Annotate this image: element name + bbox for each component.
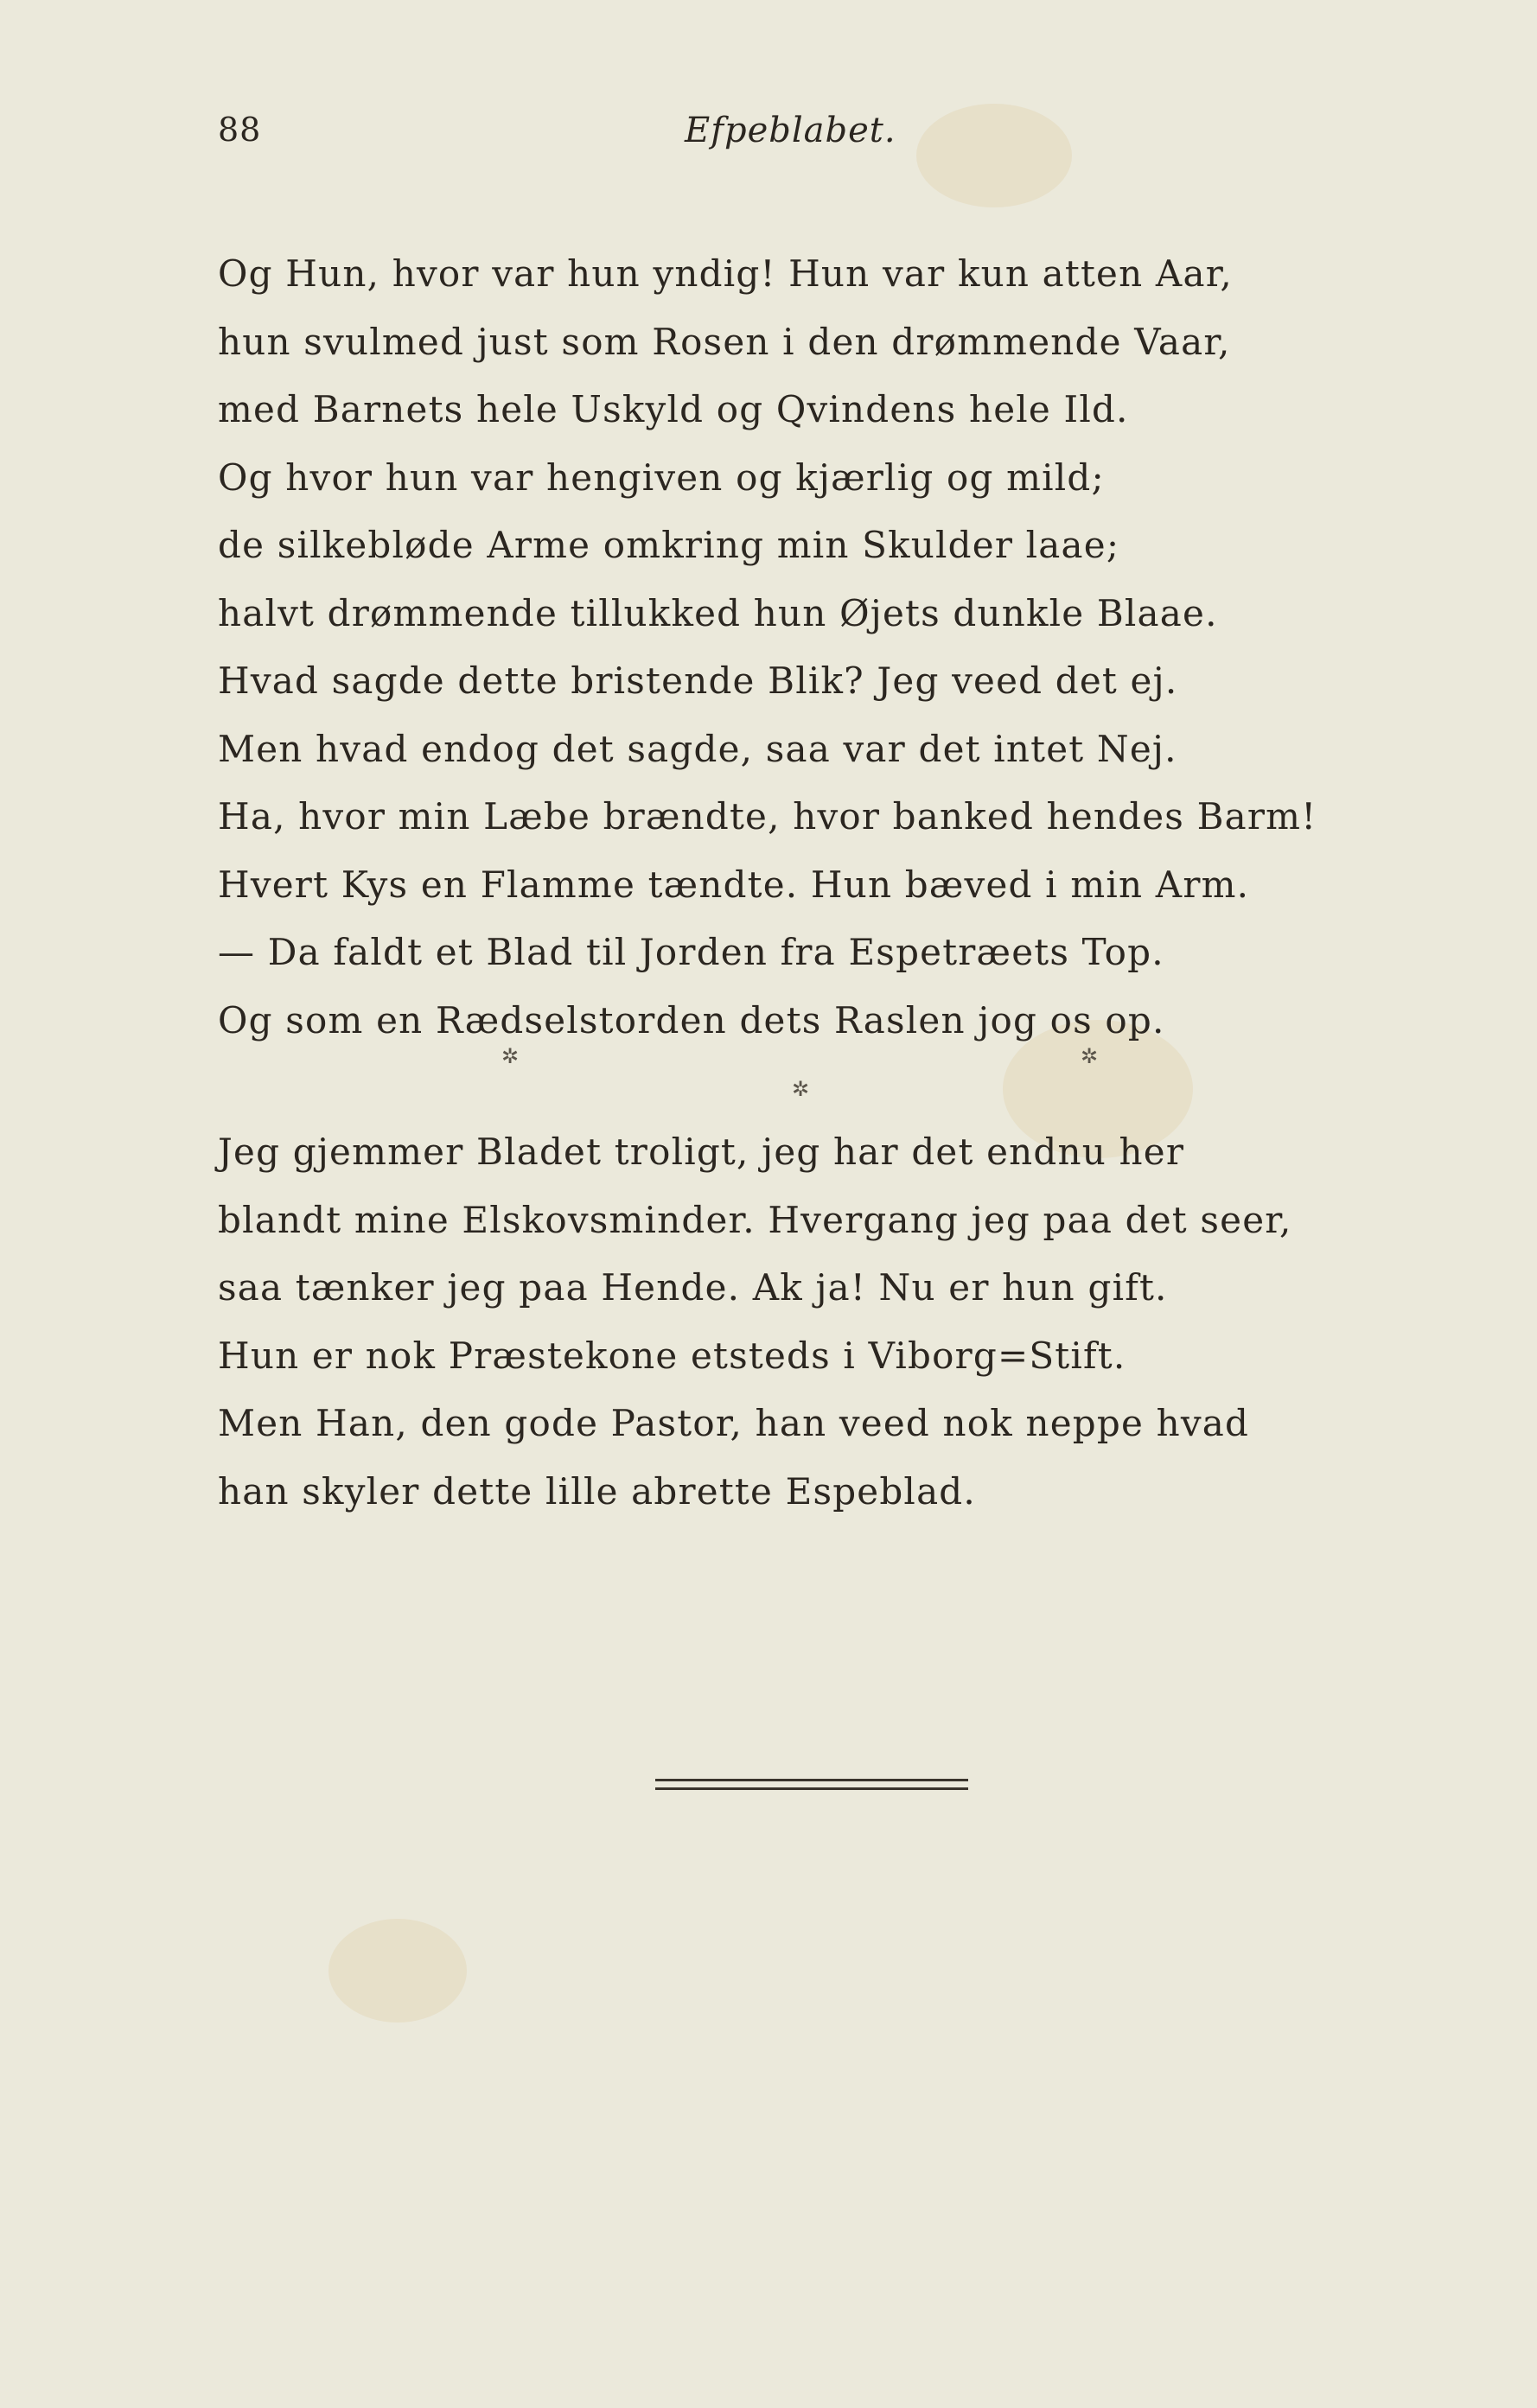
stanza [218, 240, 1411, 1054]
verse-line: Hvad sagde dette bristende Blik? Jeg veed det ej. [218, 659, 1178, 702]
verse-line: Hvert Kys en Flamme tændte. Hun bæved i min Arm. [218, 863, 1250, 906]
rule-line [655, 1779, 968, 1781]
verse-line: de silkebløde Arme omkring min Skulder laae; [218, 524, 1120, 566]
asterisk-ornament: ✲ [501, 1044, 520, 1068]
verse-line: — Da faldt et Blad til Jorden fra Espetræets Top. [218, 931, 1164, 973]
verse-line: Men hvad endog det sagde, saa var det intet Nej. [218, 727, 1177, 770]
asterisk-ornament: ✲ [1081, 1044, 1099, 1068]
verse-line: hun svulmed just som Rosen i den drømmende Vaar, [218, 320, 1231, 363]
verse-line: Hun er nok Præstekone etsteds i Viborg=Stift. [218, 1334, 1126, 1377]
verse-line: Og som en Rædselstorden dets Raslen jog os op. [218, 998, 1165, 1042]
running-title: Efpeblabet. [685, 111, 896, 150]
verse-line: med Barnets hele Uskyld og Qvindens hele Ild. [218, 388, 1129, 430]
verse-line: Men Han, den gode Pastor, han veed nok neppe hvad [218, 1402, 1250, 1444]
verse-line: Jeg gjemmer Bladet troligt, jeg har det endnu her [218, 1131, 1185, 1173]
page-number: 88 [218, 111, 262, 149]
stanza [218, 1118, 1411, 1526]
running-head [218, 111, 1376, 162]
asterisk-ornament: ✲ [792, 1077, 810, 1101]
end-rule [655, 1779, 968, 1796]
verse-line: Og hvor hun var hengiven og kjærlig og mild; [218, 455, 1105, 499]
verse-line: han skyler dette lille abrette Espeblad. [218, 1469, 976, 1513]
rule-line [655, 1787, 968, 1790]
verse-line: halvt drømmende tillukked hun Øjets dunkle Blaae. [218, 591, 1218, 634]
verse-line: Ha, hvor min Læbe brændte, hvor banked hendes Barm! [218, 795, 1317, 838]
verse-line: saa tænker jeg paa Hende. Ak ja! Nu er hun gift. [218, 1266, 1168, 1309]
verse-line: blandt mine Elskovsminder. Hvergang jeg paa det seer, [218, 1198, 1292, 1241]
asterism-separator [0, 1044, 1537, 1105]
paper-stain [328, 1919, 467, 2023]
verse-line: Og Hun, hvor var hun yndig! Hun var kun atten Aar, [218, 252, 1233, 295]
